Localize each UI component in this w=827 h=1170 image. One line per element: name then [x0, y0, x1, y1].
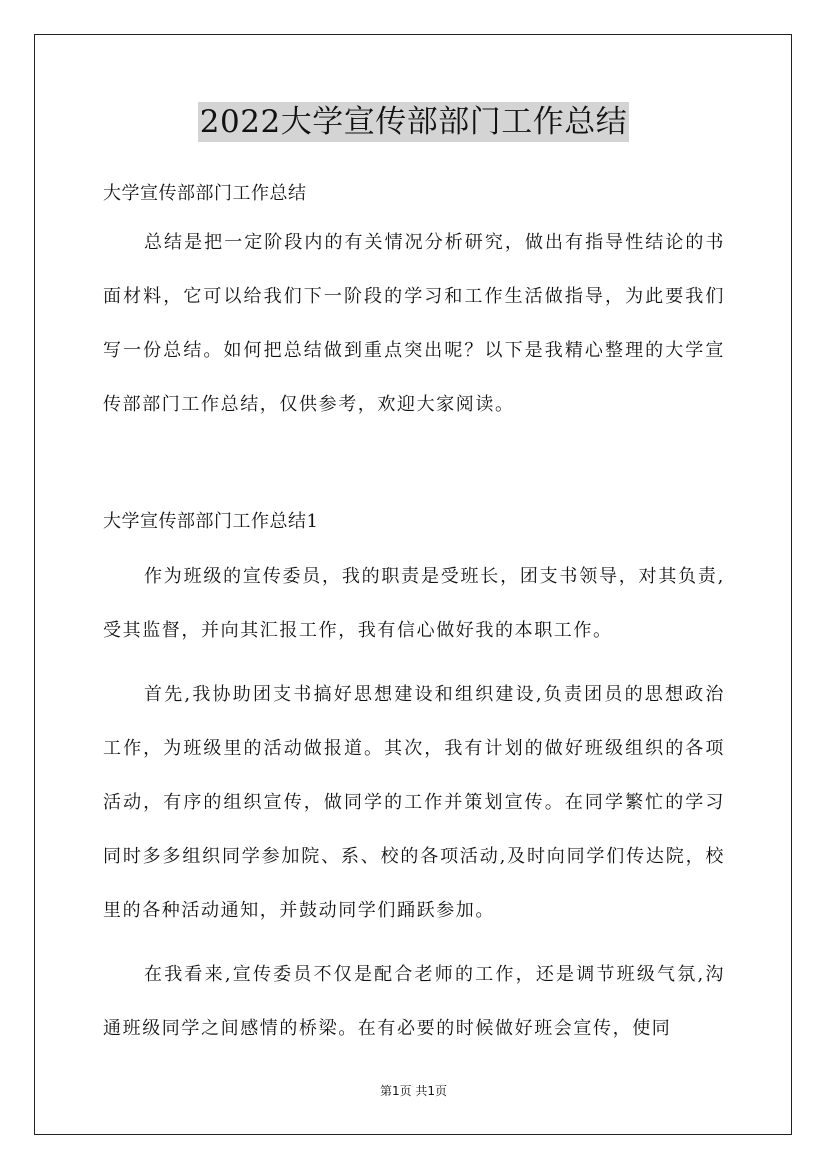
document-body: [103, 172, 725, 1056]
body-paragraph: 在我看来,宣传委员不仅是配合老师的工作，还是调节班级气氛,沟通班级同学之间感情的桥梁。在有必要的时候做好班会宣传，使同: [103, 964, 725, 1039]
body-paragraph: 作为班级的宣传委员，我的职责是受班长，团支书领导，对其负责,受其监督，并向其汇报工作，我有信心做好我的本职工作。: [103, 566, 725, 641]
document-title: 2022大学宣传部部门工作总结: [199, 104, 628, 140]
title-container: [0, 102, 827, 142]
page-footer: 第1页 共1页: [379, 1084, 448, 1098]
section-heading: 大学宣传部部门工作总结: [103, 183, 307, 204]
intro-paragraph: 总结是把一定阶段内的有关情况分析研究，做出有指导性结论的书面材料，它可以给我们下一阶段的学习和工作生活做指导，为此要我们写一份总结。如何把总结做到重点突出呢？以下是我精心整理的大学宣传部部门工作总结，仅供参考，欢迎大家阅读。: [103, 232, 725, 415]
section-heading-1: 大学宣传部部门工作总结1: [103, 511, 319, 532]
body-paragraph: 首先,我协助团支书搞好思想建设和组织建设,负责团员的思想政治工作，为班级里的活动做报道。其次，我有计划的做好班级组织的各项活动，有序的组织宣传，做同学的工作并策划宣传。在同学繁忙的学习同时多多组织同学参加院、系、校的各项活动,及时向同学们传达院，校里的各种活动通知，并鼓动同学们踊跃参加。: [103, 684, 725, 921]
